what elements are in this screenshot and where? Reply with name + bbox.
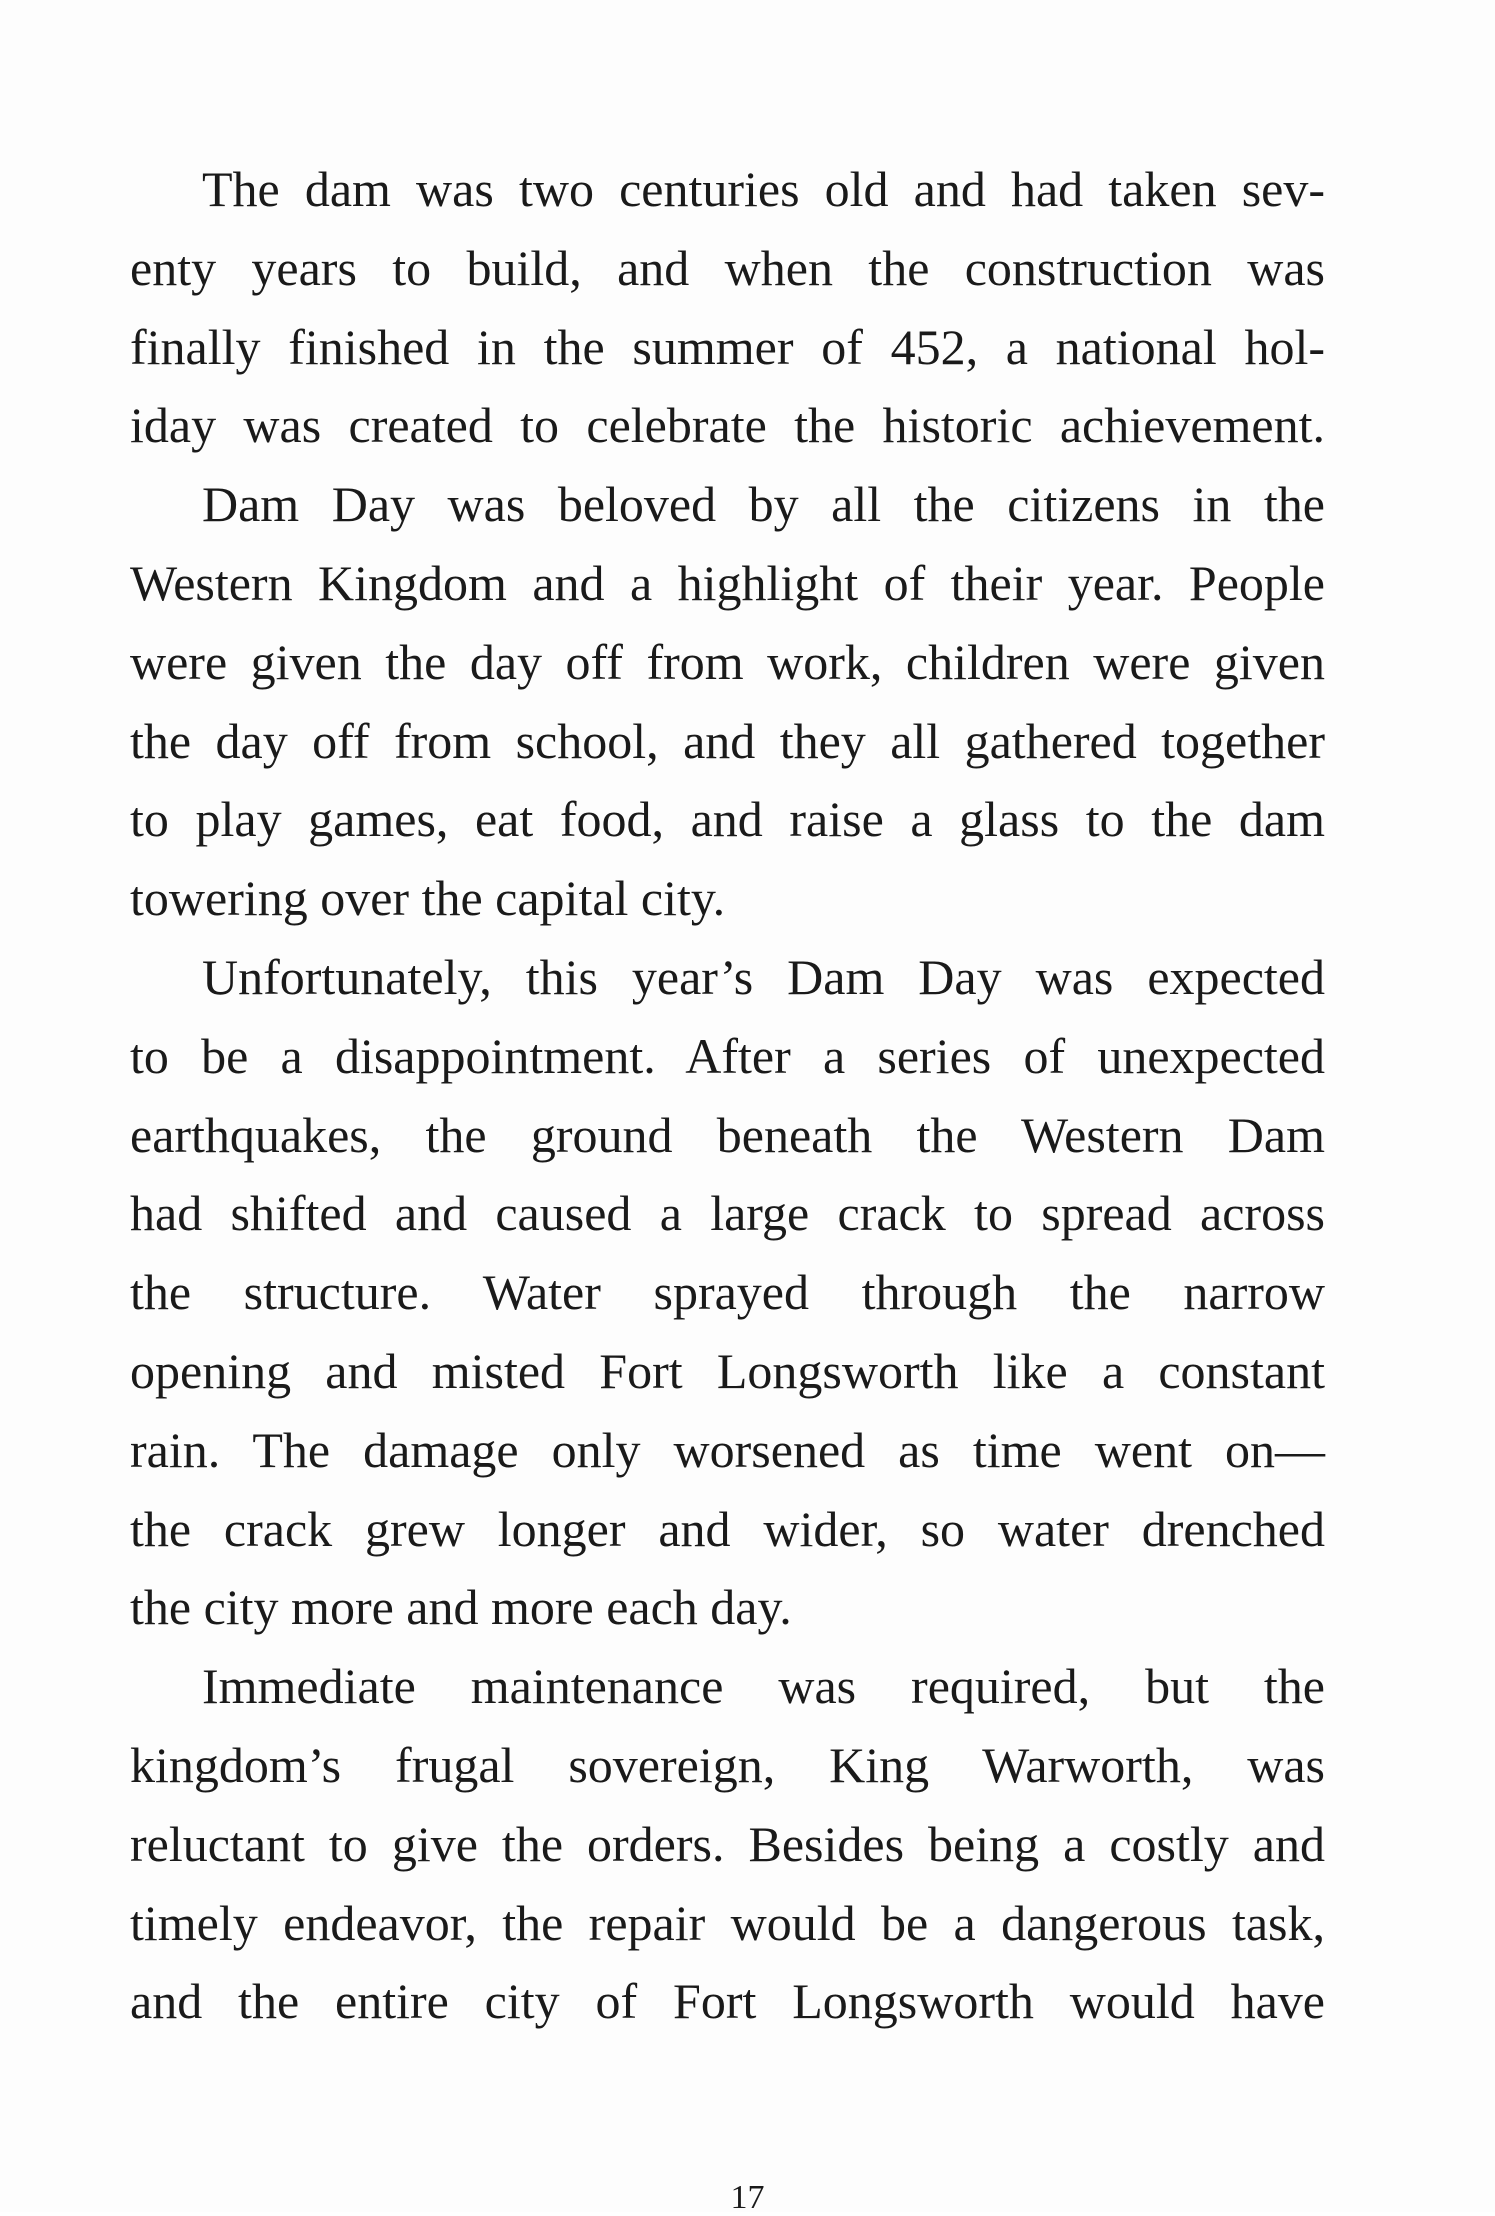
text-line: to play games, eat food, and raise a glass to the dam [130,791,1325,848]
body-text [130,150,1325,2041]
text-line: earthquakes, the ground beneath the Western Dam [130,1106,1325,1163]
text-line: Western Kingdom and a highlight of their year. People [130,554,1325,611]
text-line: towering over the capital city. [130,870,726,927]
text-line: had shifted and caused a large crack to spread across [130,1185,1325,1242]
text-line: rain. The damage only worsened as time went on— [130,1421,1325,1478]
text-line: The dam was two centuries old and had taken sev- [202,161,1325,217]
text-line: to be a disappointment. After a series of unexpected [130,1027,1325,1084]
text-line: Unfortunately, this year’s Dam Day was expected [202,948,1325,1005]
text-line: the day off from school, and they all gathered together [130,712,1325,769]
text-line: were given the day off from work, children were given [130,633,1325,690]
text-line: reluctant to give the orders. Besides being a costly and [130,1815,1325,1872]
text-line: the crack grew longer and wider, so water drenched [130,1500,1325,1557]
text-line: iday was created to celebrate the historic achievement. [130,397,1325,454]
text-line: and the entire city of Fort Longsworth would have [130,1973,1325,2030]
text-line: Dam Day was beloved by all the citizens in the [202,476,1325,533]
text-line: the city more and more each day. [130,1579,792,1636]
page-number: 17 [730,2179,765,2216]
text-line: Immediate maintenance was required, but the [202,1658,1325,1715]
text-line: opening and misted Fort Longsworth like a constant [130,1342,1325,1399]
text-line: enty years to build, and when the construction was [130,239,1325,296]
text-line: kingdom’s frugal sovereign, King Warworth, was [130,1736,1325,1793]
text-line: the structure. Water sprayed through the narrow [130,1264,1325,1321]
text-line: finally finished in the summer of 452, a national hol- [130,318,1325,375]
text-line: timely endeavor, the repair would be a dangerous task, [130,1894,1325,1951]
